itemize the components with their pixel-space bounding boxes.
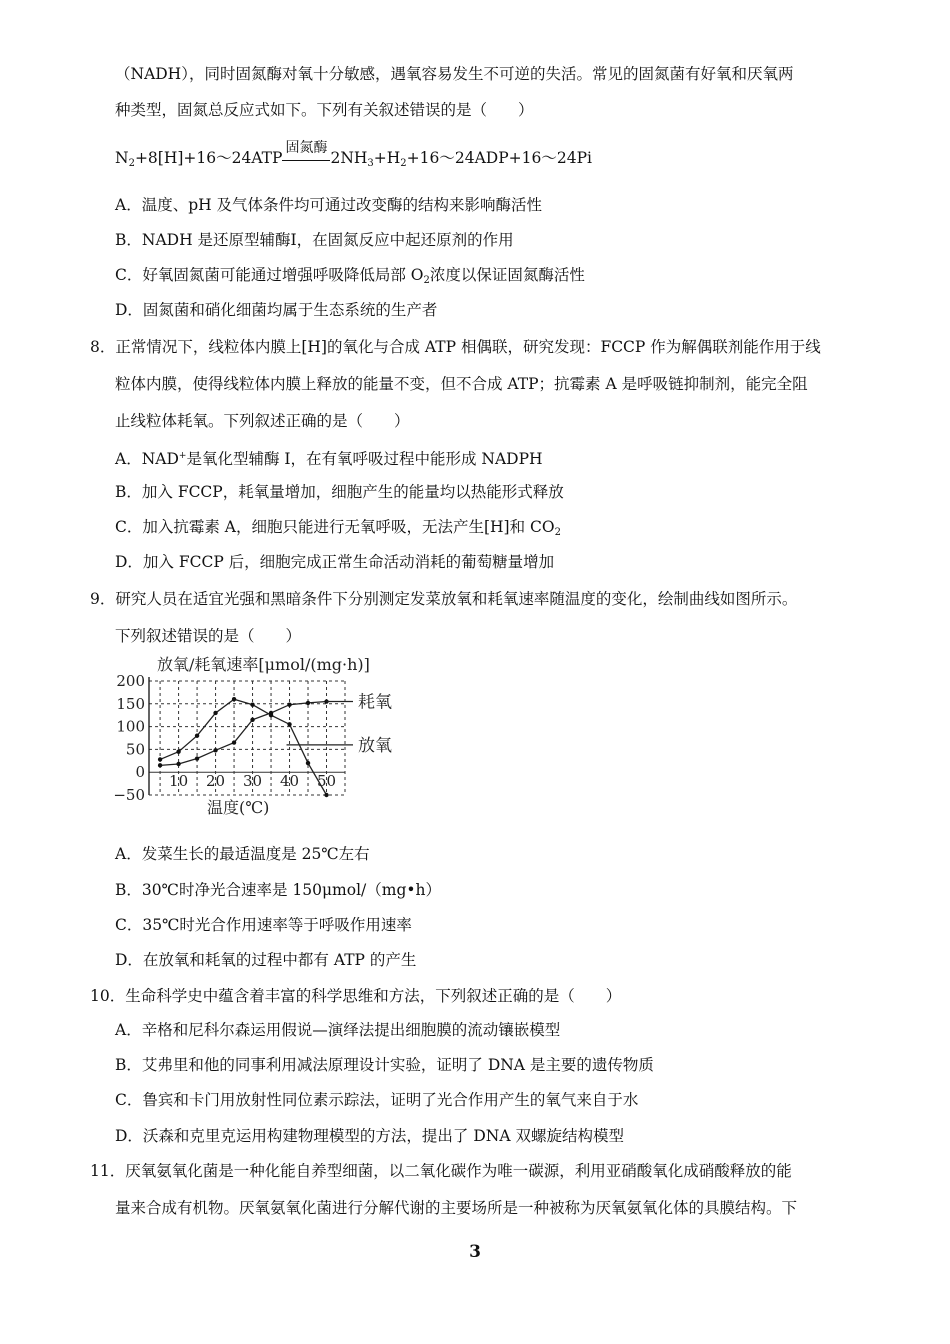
oxygen-rate-chart (105, 650, 405, 822)
q7-stem-line1: （NADH），同时固氮酶对氧十分敏感，遇氧容易发生不可逆的失活。常见的固氮菌有好氧和厌氧两 (115, 65, 794, 83)
reaction-arrow (282, 140, 330, 169)
chart-legend (287, 693, 392, 756)
data-point (195, 756, 199, 760)
y-tick-label: 200 (116, 672, 145, 690)
q7-option-a: A．温度、pH 及气体条件均可通过改变酶的结构来影响酶活性 (115, 196, 543, 214)
data-point (195, 734, 199, 738)
data-point (306, 761, 310, 765)
q8-stem-line2: 粒体内膜，使得线粒体内膜上释放的能量不变，但不合成 ATP；抗霉素 A 是呼吸链抑制剂，能完全阻 (115, 375, 808, 393)
q9-option-d: D．在放氧和耗氧的过程中都有 ATP 的产生 (115, 951, 417, 969)
x-tick-label: 40 (279, 772, 300, 791)
x-tick-label: 20 (206, 772, 226, 791)
data-point (158, 757, 162, 761)
data-point (250, 718, 254, 722)
data-point (269, 713, 273, 717)
q10-option-a: A．辛格和尼科尔森运用假说—演绎法提出细胞膜的流动镶嵌模型 (115, 1021, 561, 1039)
data-point (176, 749, 180, 753)
q9-stem-line1: 9．研究人员在适宜光强和黑暗条件下分别测定发菜放氧和耗氧速率随温度的变化，绘制曲线如图所示。 (90, 590, 798, 608)
series-line-oxygen-consumption (160, 702, 326, 766)
q11-stem-line1: 11．厌氧氨氧化菌是一种化能自养型细菌，以二氧化碳作为唯一碳源，利用亚硝酸氧化成硝酸释放的能 (90, 1162, 792, 1180)
x-axis-ticks (169, 772, 336, 790)
q8-stem-line1: 8．正常情况下，线粒体内膜上[H]的氧化与合成 ATP 相偶联，研究发现：FCCP 作为解偶联剂能作用于线 (90, 338, 821, 356)
legend-label: 耗氧 (358, 692, 392, 713)
q10-option-d: D．沃森和克里克运用构建物理模型的方法，提出了 DNA 双螺旋结构模型 (115, 1127, 624, 1145)
y-tick-label: 100 (116, 717, 145, 736)
data-point (250, 703, 254, 707)
q10-stem: 10．生命科学史中蕴含着丰富的科学思维和方法，下列叙述正确的是（ ） (90, 987, 622, 1005)
q9-stem-line2: 下列叙述错误的是（ ） (115, 627, 302, 645)
q11-stem-line2: 量来合成有机物。厌氧氨氧化菌进行分解代谢的主要场所是一种被称为厌氧氨氧化体的具膜结构。下 (115, 1199, 798, 1217)
data-point (213, 748, 217, 752)
enzyme-label: 固氮酶 (285, 140, 328, 156)
data-point (324, 793, 328, 797)
chart-title: 放氧/耗氧速率[μmol/(mg·h)] (157, 655, 370, 674)
q10-option-c: C．鲁宾和卡门用放射性同位素示踪法，证明了光合作用产生的氧气来自于水 (115, 1091, 639, 1109)
q8-option-a: A．NAD+是氧化型辅酶 I，在有氧呼吸过程中能形成 NADPH (115, 450, 543, 468)
x-tick-label: 30 (243, 772, 263, 791)
q7-stem-line2: 种类型，固氮总反应式如下。下列有关叙述错误的是（ ） (115, 101, 534, 119)
y-tick-label: 50 (125, 740, 145, 759)
data-point (287, 703, 291, 707)
legend-label: 放氧 (358, 735, 392, 756)
q7-option-b: B．NADH 是还原型辅酶Ⅰ，在固氮反应中起还原剂的作用 (115, 231, 514, 249)
q8-option-b: B．加入 FCCP，耗氧量增加，细胞产生的能量均以热能形式释放 (115, 483, 564, 501)
q7-option-d: D．固氮菌和硝化细菌均属于生态系统的生产者 (115, 301, 438, 319)
data-point (232, 697, 236, 701)
x-axis-label: 温度(℃) (207, 798, 270, 817)
data-point (213, 711, 217, 715)
q9-option-b: B．30℃时净光合速率是 150μmol/（mg•h） (115, 881, 441, 899)
data-point (158, 763, 162, 767)
page-number: 3 (469, 1242, 481, 1262)
q9-option-a: A．发菜生长的最适温度是 25℃左右 (115, 845, 370, 863)
y-axis-ticks (113, 672, 145, 804)
q8-option-d: D．加入 FCCP 后，细胞完成正常生命活动消耗的葡萄糖量增加 (115, 553, 555, 571)
y-tick-label: −50 (113, 786, 145, 804)
y-tick-label: 150 (116, 694, 145, 713)
data-point (176, 762, 180, 766)
q7-equation: $N_2+8[H]+16\sim 24ATP$ 固氮酶 $2NH_3+H_2+16\sim 24ADP+16\sim 24Pi$ (115, 147, 592, 175)
q10-option-b: B．艾弗里和他的同事利用减法原理设计实验，证明了 DNA 是主要的遗传物质 (115, 1056, 654, 1074)
data-point (232, 740, 236, 744)
x-tick-label: 10 (169, 772, 189, 791)
data-point (287, 722, 291, 726)
data-point (306, 701, 310, 705)
q8-stem-line3: 止线粒体耗氧。下列叙述正确的是（ ） (115, 412, 410, 430)
y-tick-label: 0 (135, 763, 145, 782)
q8-option-c: C．加入抗霉素 A，细胞只能进行无氧呼吸，无法产生[H]和 $CO_2$ (115, 518, 561, 538)
q7-option-c: C．好氧固氮菌可能通过增强呼吸降低局部 $O_2$浓度以保证固氮酶活性 (115, 266, 585, 286)
x-tick-label: 50 (316, 772, 337, 791)
q9-option-c: C．35℃时光合作用速率等于呼吸作用速率 (115, 916, 412, 934)
